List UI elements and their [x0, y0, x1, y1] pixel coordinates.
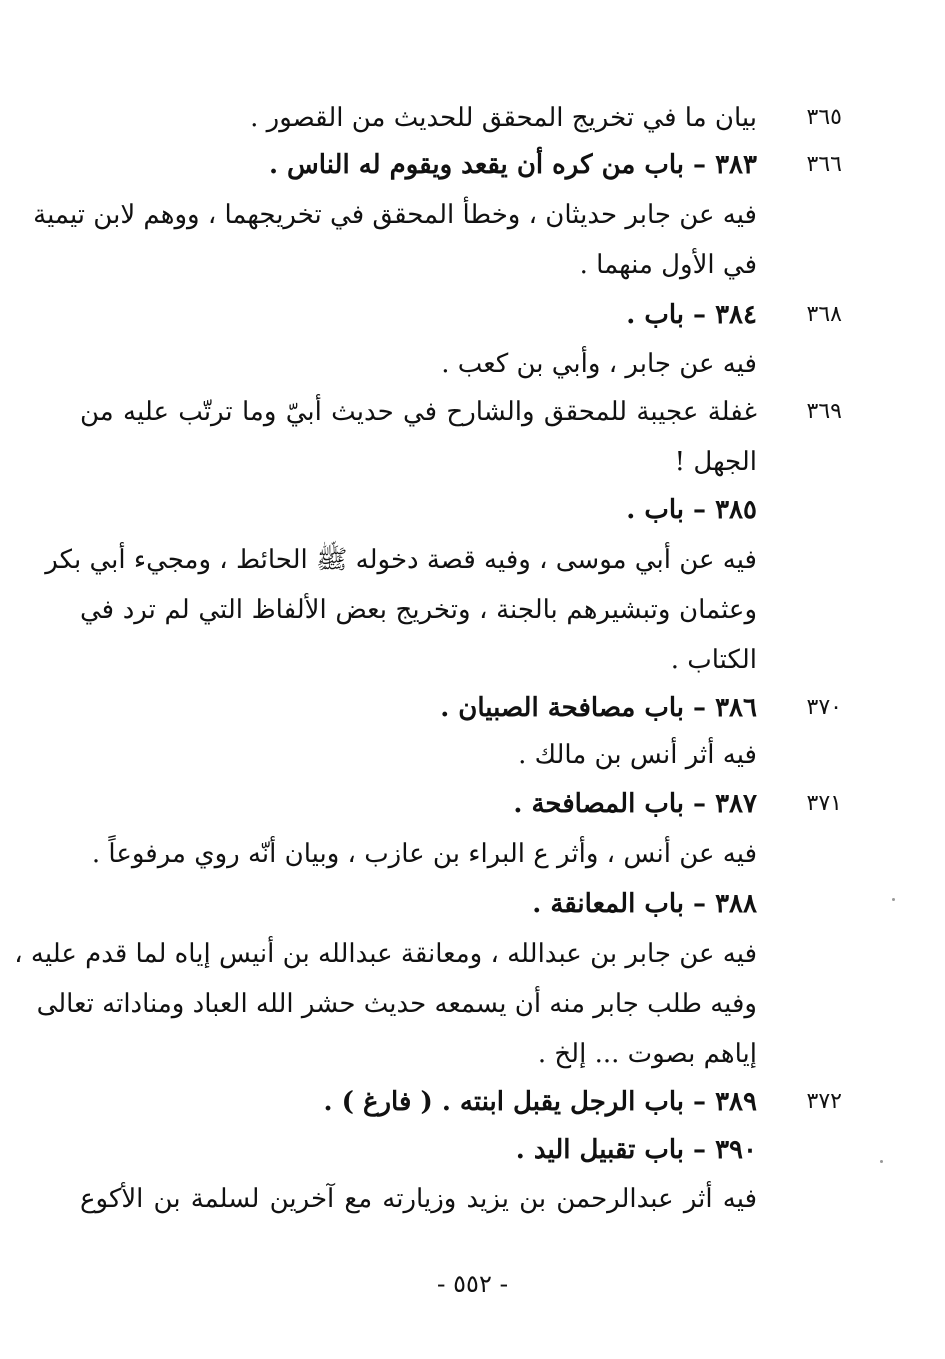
chapter-heading: ٣٨٨ – باب المعانقة .: [532, 889, 757, 919]
entry-text-line: [0, 438, 945, 486]
chapter-heading-line: [0, 880, 945, 928]
entry-text-line: [0, 1030, 945, 1078]
chapter-heading: ٣٨٤ – باب .: [626, 300, 757, 330]
entry-text-line: [0, 340, 945, 388]
entry-text: فيه عن أبي موسى ، وفيه قصة دخوله ﷺ الحائط ، ومجيء أبي بكر: [45, 545, 757, 575]
scan-speck: [880, 1160, 883, 1163]
entry-text: فيه عن جابر ، وأبي بن كعب .: [441, 349, 757, 379]
page-ref-number: ٣٧١: [806, 791, 842, 816]
entry-text-line: [0, 636, 945, 684]
entry-text-line: [0, 1175, 945, 1223]
entry-text: وفيه طلب جابر منه أن يسمعه حديث حشر الله العباد ومناداته تعالى: [36, 989, 757, 1019]
index-entry-368: [0, 291, 945, 339]
page-ref-number: ٣٦٩: [806, 399, 842, 424]
entry-text-line: [0, 191, 945, 239]
entry-text: فيه أثر أنس بن مالك .: [518, 740, 757, 770]
page-ref-number: ٣٦٨: [806, 302, 842, 327]
index-entry-370: [0, 684, 945, 732]
entry-text-line: [0, 830, 945, 878]
chapter-heading-line: [0, 486, 945, 534]
entry-text-line: [0, 536, 945, 584]
index-entry-365: [0, 94, 945, 142]
scan-speck: [892, 898, 895, 901]
page-number: - ٥٥٢ -: [436, 1270, 509, 1298]
entry-text-line: [0, 980, 945, 1028]
index-entry-372: [0, 1078, 945, 1126]
index-entry-369: [0, 388, 945, 436]
entry-text-line: [0, 586, 945, 634]
page-ref-number: ٣٦٥: [806, 105, 842, 130]
entry-text-line: [0, 731, 945, 779]
chapter-heading: ٣٨٩ – باب الرجل يقبل ابنته . ( فارغ ) .: [323, 1087, 757, 1117]
chapter-heading: ٣٨٧ – باب المصافحة .: [513, 789, 757, 819]
page-ref-number: ٣٧٢: [806, 1089, 842, 1114]
entry-text: إياهم بصوت ... إلخ .: [537, 1039, 757, 1069]
chapter-heading-line: [0, 1126, 945, 1174]
index-entry-371: [0, 780, 945, 828]
page-ref-number: ٣٧٠: [806, 695, 842, 720]
chapter-heading: ٣٨٣ – باب من كره أن يقعد ويقوم له الناس .: [268, 150, 757, 180]
entry-text: في الأول منهما .: [579, 250, 757, 280]
entry-text: وعثمان وتبشيرهم بالجنة ، وتخريج بعض الألفاظ التي لم ترد في: [80, 595, 757, 625]
entry-text: فيه أثر عبدالرحمن بن يزيد وزيارته مع آخرين لسلمة بن الأكوع: [80, 1184, 757, 1214]
entry-text-line: [0, 241, 945, 289]
entry-text: الكتاب .: [670, 645, 757, 675]
entry-text: فيه عن جابر حديثان ، وخطأ المحقق في تخريجهما ، ووهم لابن تيمية: [33, 200, 757, 230]
entry-text: بيان ما في تخريج المحقق للحديث من القصور .: [250, 103, 757, 133]
entry-text-line: [0, 930, 945, 978]
entry-text: غفلة عجيبة للمحقق والشارح في حديث أبيّ وما ترتّب عليه من: [80, 397, 757, 427]
chapter-heading: ٣٩٠ – باب تقبيل اليد .: [515, 1135, 757, 1165]
entry-text: فيه عن جابر بن عبدالله ، ومعانقة عبدالله بن أنيس إياه لما قدم عليه ،: [14, 939, 757, 969]
page-ref-number: ٣٦٦: [806, 152, 842, 177]
entry-text: فيه عن أنس ، وأثر ع البراء بن عازب ، وبيان أنّه روي مرفوعاً .: [91, 839, 757, 869]
entry-text: الجهل !: [674, 447, 757, 477]
chapter-heading: ٣٨٦ – باب مصافحة الصبيان .: [440, 693, 757, 723]
chapter-heading: ٣٨٥ – باب .: [626, 495, 757, 525]
index-entry-366: [0, 141, 945, 189]
